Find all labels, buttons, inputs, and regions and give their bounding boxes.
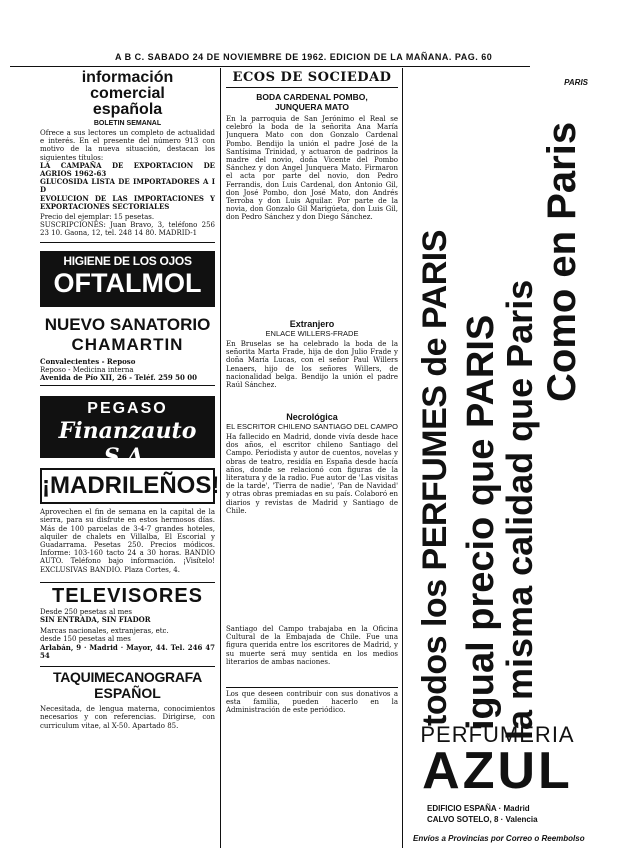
informacion-subtitle: BOLETIN SEMANAL	[93, 120, 162, 127]
necro-title: Necrológica	[286, 412, 338, 422]
higiene-line: HIGIENE DE LOS OJOS	[63, 253, 192, 268]
wedding-title-1: BODA CARDENAL POMBO,	[256, 92, 368, 102]
perfumeria-ad	[405, 72, 590, 847]
ecos-title: ECOS DE SOCIEDAD	[226, 70, 398, 88]
column-divider-1	[220, 68, 221, 848]
ad-line-como-en-paris: Como en Paris	[540, 121, 584, 402]
sanatorio-line4: Reposo - Medicina interna	[40, 365, 134, 374]
necro-sub: EL ESCRITOR CHILENO SANTIAGO DEL CAMPO	[226, 422, 398, 431]
informacion-title: información comercial española	[81, 69, 174, 118]
column-divider-2	[402, 68, 403, 848]
finanzauto-line: Finanzauto S.A.	[58, 418, 197, 471]
sanatorio-line2: CHAMARTIN	[71, 334, 184, 354]
ad-line-igual-precio: igual precio que PARIS	[460, 314, 502, 730]
wedding-title-2: JUNQUERA MATO	[275, 102, 349, 112]
informacion-body: Ofrece a sus lectores un completo de actualidad e interés. En el presente del número 913 con motivo de la nueva situación, destacan los siguientes títulos:	[40, 129, 215, 162]
taquimecanografa-body: Necesitada, de lengua materna, conocimientos necesarios y con referencias. Dirigirse, con curriculum vitae, al X-50. Apartado 85.	[40, 705, 215, 730]
azul-label: AZUL	[422, 742, 573, 800]
oftalmol-brand: OFTALMOL	[53, 267, 202, 298]
televisores-line1: Desde 250 pesetas al mes	[40, 607, 132, 616]
wedding-body: En la parroquia de San Jerónimo el Real se celebró la boda de la señorita Ana María Junquera Mato con don Gonzalo Cardenal Pombo. Bendijo la unión el padre José de la Santísima Trinidad, y actuaron de padrinos la madre del novio, doña Vicente del Pombo Sánchez y don Angel Junquera Mato. Firmaron el acta por parte del novio, don Pedro Ferrandis, don Luis Cardenal, don Antonio Gil, don José Pombo, don José Mato, don Andrés Terroba y don Luis Aguilar. Por parte de la novia, don Gonzalo Gil Marigúeta, don Luis Gil, don Pedro Sánchez y don Diego Sánchez.	[226, 115, 398, 222]
sanatorio-line1: NUEVO SANATORIO	[44, 314, 211, 334]
televisores-line3: Marcas nacionales, extranjeras, etc.	[40, 627, 169, 636]
footer-note: Los que deseen contribuir con sus donativos a esta familia, pueden hacerlo en la Administración de este periódico.	[226, 687, 398, 715]
abroad-title: Extranjero	[289, 319, 335, 329]
madrilenos-ad	[40, 468, 220, 574]
informacion-price: Precio del ejemplar: 15 pesetas.	[40, 213, 155, 222]
televisores-line5: Arlabán, 9 · Madrid · Mayor, 44. Tel. 246 47 54	[40, 642, 215, 660]
middle-column	[226, 70, 398, 715]
left-column	[40, 69, 220, 730]
header-rule	[10, 66, 530, 67]
informacion-item-3: EVOLUCION DE LAS IMPORTACIONES Y EXPORTACIONES SECTORIALES	[40, 193, 215, 211]
pegaso-ad	[40, 396, 215, 471]
informacion-item-2: GLUCOSIDA LISTA DE IMPORTADORES A I D	[40, 177, 215, 195]
taquimecanografa-ad	[40, 666, 215, 730]
taquimecanografa-subtitle: ESPAÑOL	[94, 685, 161, 702]
sanatorio-ad	[40, 315, 215, 387]
televisores-ad	[40, 582, 215, 660]
taquimecanografa-title: TAQUIMECANOGRAFA	[53, 669, 202, 686]
informacion-comercial-ad	[40, 70, 215, 243]
madrilenos-title: ¡MADRILEÑOS!	[40, 468, 215, 504]
sanatorio-line3: Convalecientes - Reposo	[40, 356, 136, 366]
envios-footer: Envíos a Provincias por Correo o Reembolso	[413, 834, 585, 843]
televisores-line4: desde 150 pesetas al mes	[40, 635, 131, 644]
televisores-title: TELEVISORES	[51, 584, 204, 607]
address-1: EDIFICIO ESPAÑA · Madrid	[427, 804, 530, 813]
sanatorio-line5: Avenida de Pío XII, 26 - Teléf. 259 50 00	[40, 373, 198, 383]
ad-line-misma-calidad: la misma calidad que Paris	[499, 279, 540, 740]
address-2: CALVO SOTELO, 8 · Valencia	[427, 815, 538, 824]
ad-line-todos-perfumes: todos los PERFUMES de PARIS	[416, 230, 454, 726]
higiene-ad	[40, 251, 215, 307]
madrilenos-body: Aprovechen el fin de semana en la capital de la sierra, para su disfrute en estos hermosos días. Más de 100 parcelas de 3-4-7 grandes hoteles, alquiler de chalets en Villalba, El Escorial y Guadarrama. Pesetas 250. Precios módicos. Informe: 103-160 tacto 24 a 30 horas. BANDIO AUTO. Teléfono bajo información. ¡Visítelo! EXCLUSIVAS BANDIO. Plaza Cortes, 4.	[40, 508, 215, 574]
informacion-subscriptions: SUSCRIPCIONES: Juan Bravo, 3, teléfono 256 23 10. Gaona, 12, tel. 248 14 80. MADRID-1	[40, 221, 215, 238]
abroad-body: En Bruselas se ha celebrado la boda de la señorita Marta Frade, hija de don Julio Frade y doña María Lucas, con el señor Paul Willers Lenaers, hijo de los señores Willers, de nacionalidad belga. Bendijo la unión el padre Raúl Sánchez.	[226, 340, 398, 390]
pegaso-line1: PEGASO	[87, 400, 168, 418]
ad-brand-small: PARIS	[564, 78, 588, 87]
televisores-line2: SIN ENTRADA, SIN FIADOR	[40, 615, 151, 625]
abroad-sub: ENLACE WILLERS-FRADE	[265, 329, 359, 338]
informacion-item-1: LA CAMPAÑA DE EXPORTACION DE AGRIOS 1962-63	[40, 160, 215, 179]
perfumeria-label: PERFUMERIA	[420, 722, 575, 747]
page-header: A B C. SABADO 24 DE NOVIEMBRE DE 1962. EDICION DE LA MAÑANA. PAG. 60	[115, 52, 493, 62]
necro-body: Ha fallecido en Madrid, donde vivía desde hace dos años, el escritor chileno Santiago del Campo. Periodista y autor de cuentos, novelas y obras de teatro, residía en España desde hacía años, donde se relacionó con figuras de la literatura y de la radio. Fue autor de 'Las visitas de la tarde', 'Tierra de nadie', 'Pan de Navidad' y otras obras premiadas en su país. Colaboró en diarios y revistas de Madrid y Santiago de Chile.	[226, 433, 398, 515]
necro-body-2: Santiago del Campo trabajaba en la Oficina Cultural de la Embajada de Chile. Fue una figura querida entre los escritores de Madrid, y su muerte será muy sentida en los medios literarios de ambas naciones.	[226, 625, 398, 666]
